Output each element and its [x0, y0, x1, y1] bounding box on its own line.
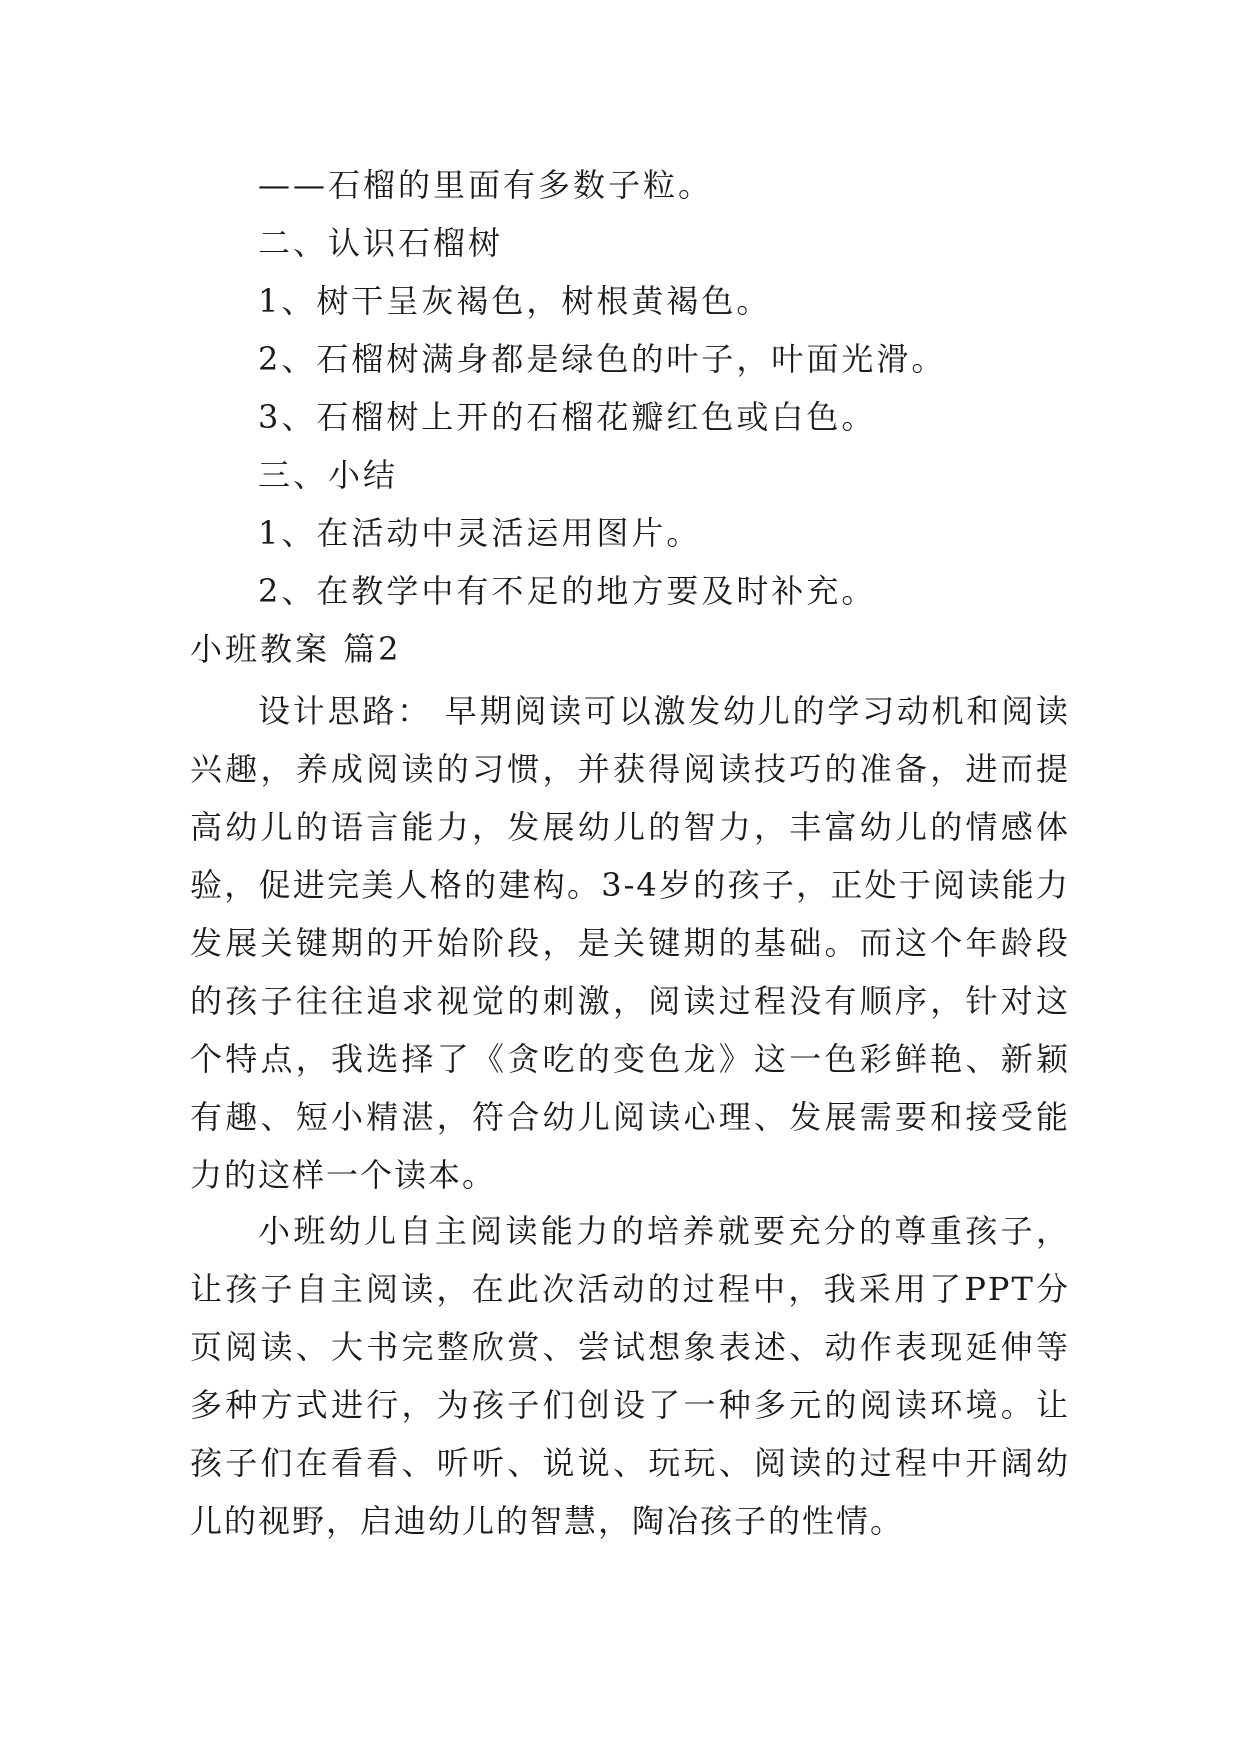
lesson-plan-title: 小班教案 篇2 — [190, 630, 402, 668]
heading-know-pomegranate-tree: 二、认识石榴树 — [258, 224, 504, 262]
reading-ability-paragraph: 小班幼儿自主阅读能力的培养就要充分的尊重孩子，让孩子自主阅读，在此次活动的过程中，我采用了PPT分页阅读、大书完整欣赏、尝试想象表述、动作表现延伸等多种方式进行，为孩子们创设了一种多元的阅读环境。让孩子们在看看、听听、说说、玩玩、阅读的过程中开阔幼儿的视野，启迪幼儿的智慧，陶冶孩子的性情。 — [190, 1212, 1070, 1540]
summary-item-1: 1、在活动中灵活运用图片。 — [258, 514, 702, 552]
heading-summary: 三、小结 — [258, 456, 399, 494]
tree-item-3: 3、石榴树上开的石榴花瓣红色或白色。 — [258, 398, 877, 436]
pomegranate-seeds-line: ——石榴的里面有多数子粒。 — [258, 166, 714, 204]
design-idea-paragraph: 设计思路： 早期阅读可以激发幼儿的学习动机和阅读兴趣，养成阅读的习惯，并获得阅读技巧的准备，进而提高幼儿的语言能力，发展幼儿的智力，丰富幼儿的情感体验，促进完美人格的建构。3-4岁的孩子，正处于阅读能力发展关键期的开始阶段，是关键期的基础。而这个年龄段的孩子往往追求视觉的刺激，阅读过程没有顺序，针对这个特点，我选择了《贪吃的变色龙》这一色彩鲜艳、新颖有趣、短小精湛，符合幼儿阅读心理、发展需要和接受能力的这样一个读本。 — [190, 692, 1070, 1194]
summary-item-2: 2、在教学中有不足的地方要及时补充。 — [258, 572, 877, 610]
tree-item-1: 1、树干呈灰褐色，树根黄褐色。 — [258, 282, 772, 320]
tree-item-2: 2、石榴树满身都是绿色的叶子，叶面光滑。 — [258, 340, 947, 378]
